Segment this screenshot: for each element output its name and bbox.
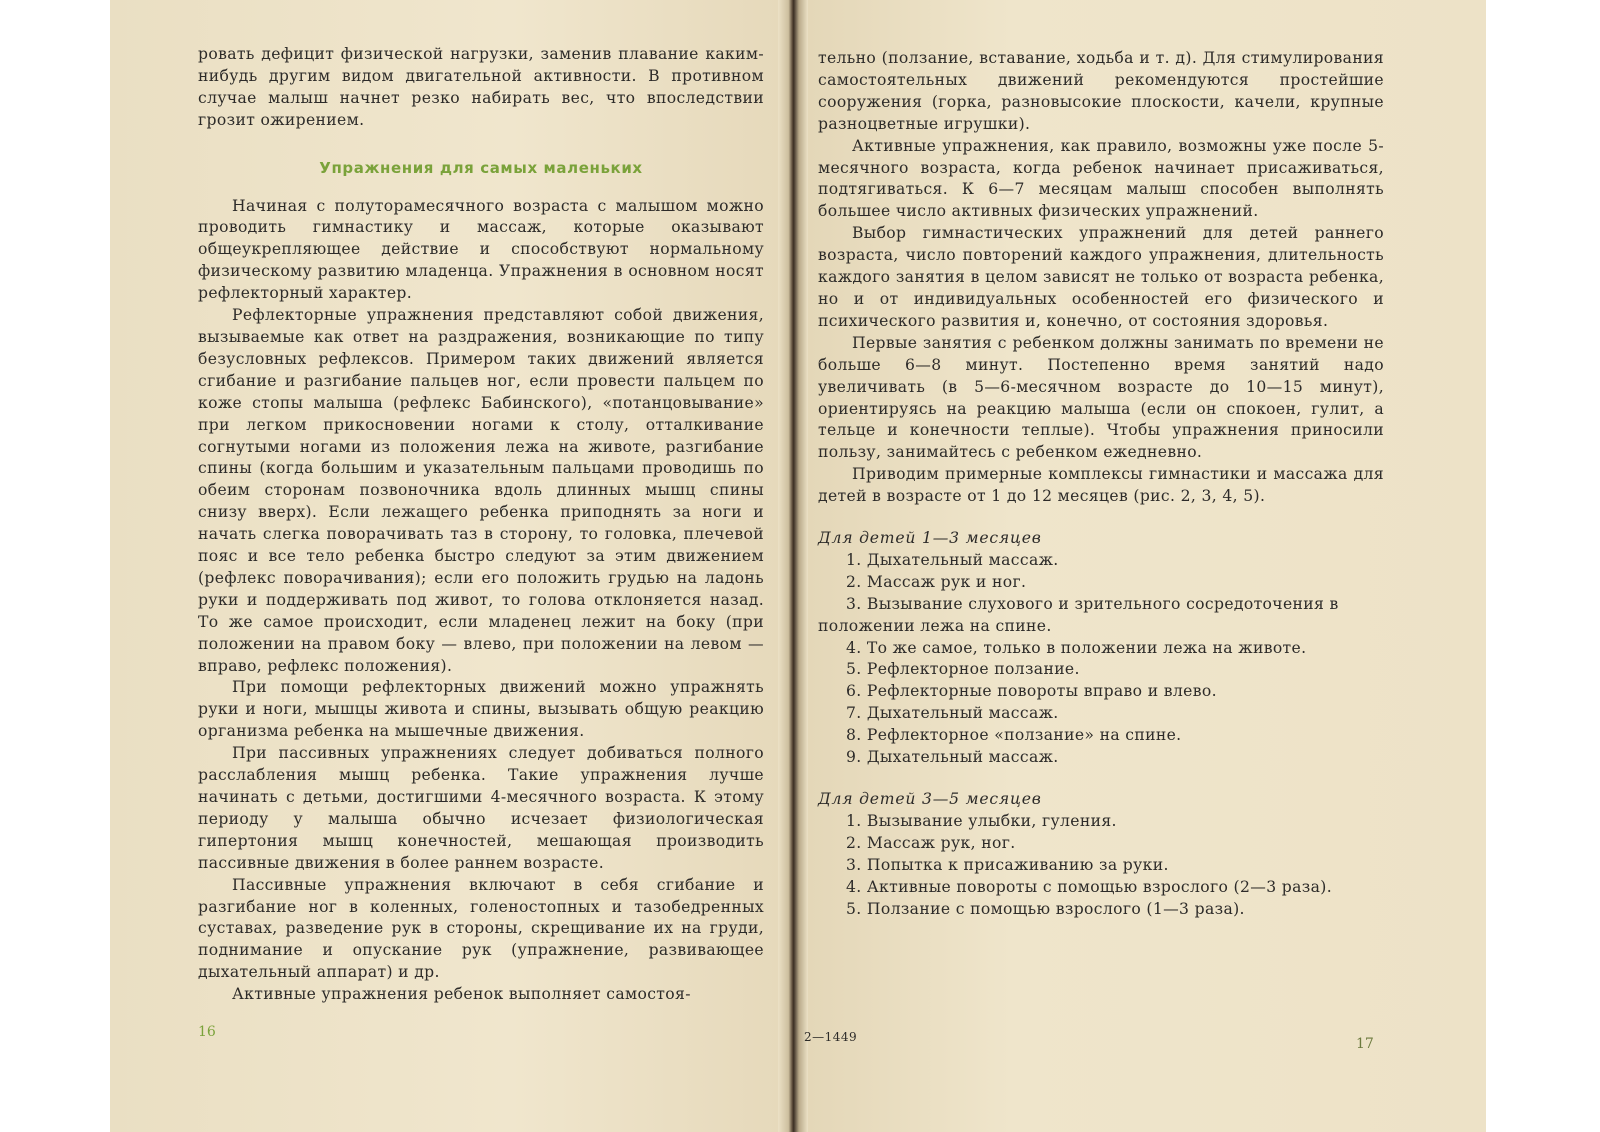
paragraph: ровать дефицит физической нагрузки, заменив плавание каким-нибудь другим видом двигательной активности. В противном случае малыш начнет резко набирать вес, что впоследствии грозит ожирением. (198, 45, 764, 129)
list-item: 2. Массаж рук, ног. (846, 833, 1016, 852)
paragraph: Первые занятия с ребенком должны занимать по времени не больше 6—8 минут. Постепенно время занятий надо увеличивать (в 5—6-месячном возрасте до 10—15 минут), ориентируясь на реакцию малыша (если он спокоен, гулит, а тельце и конечности теплые). Чтобы упражнения приносили пользу, занимайтесь с ребенком ежедневно. (818, 333, 1384, 462)
list-item: 6. Рефлекторные повороты вправо и влево. (846, 682, 1217, 701)
list-item: 4. Активные повороты с помощью взрослого (2—3 раза). (846, 877, 1332, 896)
list-item: 8. Рефлекторное «ползание» на спине. (846, 726, 1182, 745)
list-item: 5. Ползание с помощью взрослого (1—3 раза). (846, 899, 1245, 918)
left-page-text (198, 44, 764, 1006)
list-item: 7. Дыхательный массаж. (846, 704, 1059, 723)
right-page-text (818, 48, 1384, 920)
printer-signature: 2—1449 (804, 1030, 858, 1044)
list-item: 5. Рефлекторное ползание. (846, 660, 1080, 679)
section-heading: Упражнения для самых маленьких (319, 158, 643, 177)
paragraph: тельно (ползание, вставание, ходьба и т. д). Для стимулирования самостоятельных движений рекомендуются простейшие сооружения (горка, разновысокие плоскости, качели, крупные разноцветные игрушки). (818, 49, 1384, 133)
list-item: 9. Дыхательный массаж. (846, 748, 1059, 767)
list-item: 1. Дыхательный массаж. (846, 550, 1059, 569)
list-item: 2. Массаж рук и ног. (846, 572, 1027, 591)
list-item: 4. То же самое, только в положении лежа на животе. (846, 638, 1307, 657)
list-item: 3. Попытка к присаживанию за руки. (846, 855, 1169, 874)
paragraph: Выбор гимнастических упражнений для детей раннего возраста, число повторений каждого упражнения, длительность каждого занятия в целом зависят не только от возраста ребенка, но и от индивидуальных особенностей его физического и психического развития и, конечно, от состояния здоровья. (818, 224, 1384, 330)
list-item: 3. Вызывание слухового и зрительного сосредоточения в положении лежа на спине. (818, 594, 1339, 635)
page-number-left: 16 (198, 1024, 216, 1040)
list-title: Для детей 1—3 месяцев (818, 529, 1042, 548)
paragraph: При помощи рефлекторных движений можно упражнять руки и ноги, мышцы живота и спины, вызывать общую реакцию организма ребенка на мышечные движения. (198, 678, 764, 741)
paragraph: Активные упражнения ребенок выполняет самостоя- (232, 985, 691, 1004)
paragraph: Приводим примерные комплексы гимнастики и массажа для детей в возрасте от 1 до 12 месяцев (рис. 2, 3, 4, 5). (818, 465, 1384, 506)
list-item: 1. Вызывание улыбки, гуления. (846, 811, 1117, 830)
paragraph: Начиная с полуторамесячного возраста с малышом можно проводить гимнастику и массаж, которые оказывают общеукрепляющее действие и способствуют нормальному физическому развитию младенца. Упражнения в основном носят рефлекторный характер. (198, 196, 764, 303)
paragraph: Пассивные упражнения включают в себя сгибание и разгибание ног в коленных, голеностопных и тазобедренных суставах, разведение рук в стороны, скрещивание их на груди, поднимание и опускание рук (упражнение, развивающее дыхательный аппарат) и др. (198, 875, 764, 982)
paragraph: При пассивных упражнениях следует добиваться полного расслабления мышц ребенка. Такие упражнения лучше начинать с детьми, достигшими 4-месячного возраста. К этому периоду у малыша обычно исчезает физиологическая гипертония мышц конечностей, мешающая производить пассивные движения в более раннем возрасте. (198, 744, 764, 872)
exercise-list (818, 550, 1384, 769)
list-title: Для детей 3—5 месяцев (818, 790, 1042, 808)
paragraph: Рефлекторные упражнения представляют собой движения, вызываемые как ответ на раздражения, возникающие по типу безусловных рефлексов. Примером таких движений является сгибание и разгибание пальцев ног, если провести пальцем по коже стопы малыша (рефлекс Бабинского), «потанцовывание» при легком прикосновении ногами к столу, отталкивание согнутыми ногами из положения лежа на животе, разгибание спины (когда большим и указательным пальцами проводишь по обеим сторонам позвоночника вдоль длинных мышц спины снизу вверх). Если лежащего ребенка приподнять за ноги и начать слегка поворачивать таз в сторону, то головка, плечевой пояс и все тело ребенка быстро следуют за этим движением (рефлекс поворачивания); если его положить грудью на ладонь руки и поддерживать под живот, то голова отклоняется назад. То же самое происходит, если младенец лежит на боку (при положении на правом боку — влево, при положении на левом — вправо, рефлекс положения). (198, 306, 764, 675)
page-number-right: 17 (1356, 1036, 1374, 1052)
book-spine (778, 0, 808, 1132)
paragraph: Активные упражнения, как правило, возможны уже после 5-месячного возраста, когда ребенок начинает присаживаться, подтягиваться. К 6—7 месяцам малыш способен выполнять большее число активных физических упражнений. (818, 136, 1384, 221)
exercise-list (818, 811, 1384, 921)
